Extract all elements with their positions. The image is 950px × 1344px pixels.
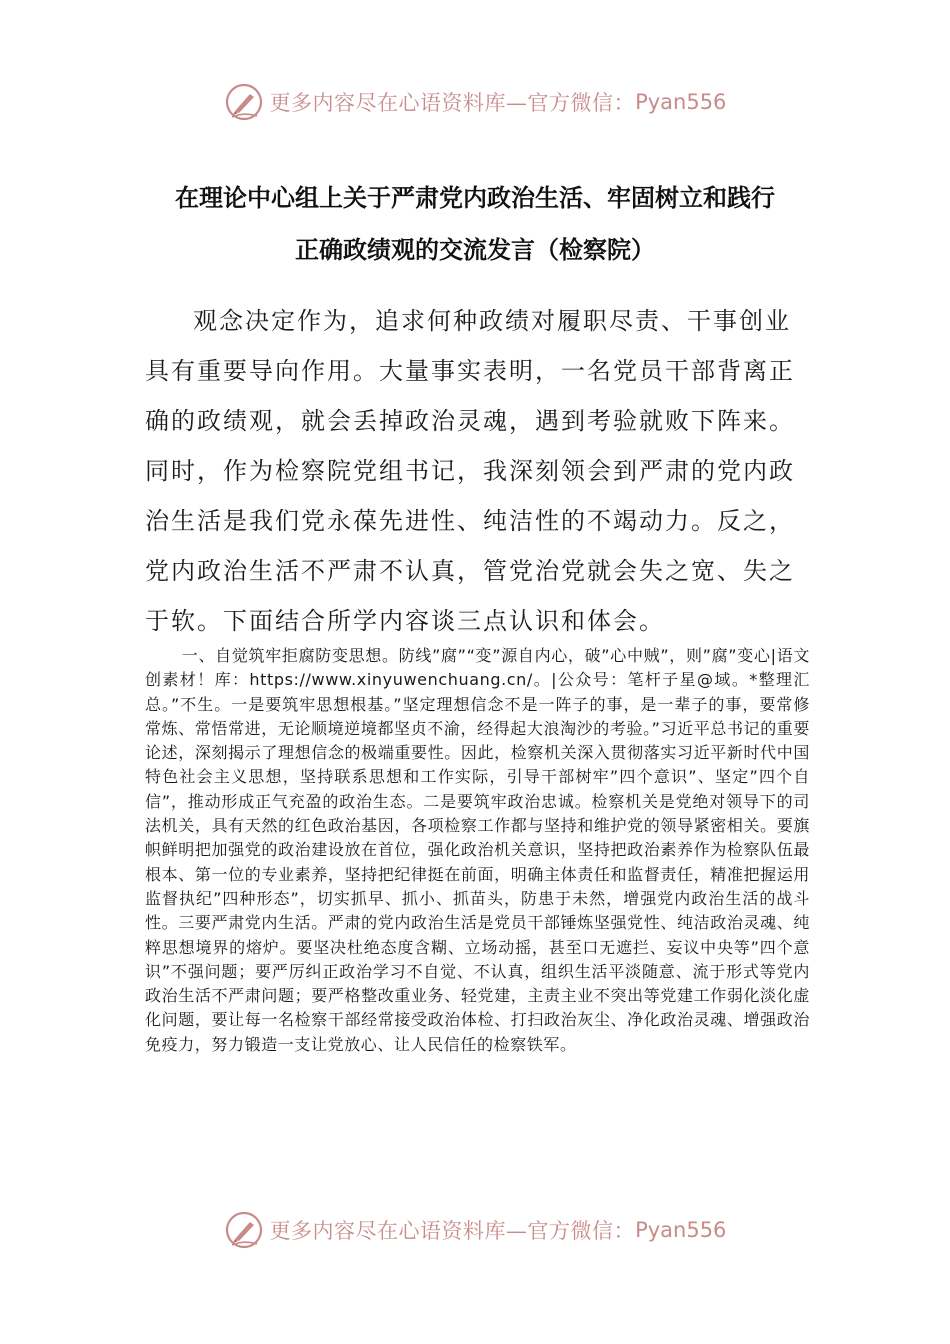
title-line-1: 在理论中心组上关于严肃党内政治生活、牢固树立和践行	[175, 184, 775, 212]
footer-banner	[0, 1208, 950, 1252]
body-paragraph: 一、自觉筑牢拒腐防变思想。防线”腐”“变”源自内心，破”心中贼”，则”腐”变心|语文创素材！库：https://www.xinyuwenchuang.cn/。|公众号：笔杆子星@域。*整理汇总。”不生。一是要筑牢思想根基。”坚定理想信念不是一阵子的事，是一辈子的事，要常修常炼、常悟常进，无论顺境逆境都坚贞不渝，经得起大浪淘沙的考验。”习近平总书记的重要论述，深刻揭示了理想信念的极端重要性。因此，检察机关深入贯彻落实习近平新时代中国特色社会主义思想，坚持联系思想和工作实际，引导干部树牢”四个意识”、坚定”四个自信”，推动形成正气充盈的政治生态。二是要筑牢政治忠诚。检察机关是党绝对领导下的司法机关，具有天然的红色政治基因，各项检察工作都与坚持和维护党的领导紧密相关。要旗帜鲜明把加强党的政治建设放在首位，强化政治机关意识，坚持把政治素养作为检察队伍最根本、第一位的专业素养，坚持把纪律挺在前面，明确主体责任和监督责任，精准把握运用监督执纪”四种形态”，切实抓早、抓小、抓苗头，防患于未然，增强党内政治生活的战斗性。三要严肃党内生活。严肃的党内政治生活是党员干部锤炼坚强党性、纯洁政治灵魂、纯粹思想境界的熔炉。要坚决杜绝态度含糊、立场动摇，甚至口无遮拦、妄议中央等”四个意识”不强问题；要严厉纠正政治学习不自觉、不认真，组织生活平淡随意、流于形式等党内政治生活不严肃问题；要严格整改重业务、轻党建，主责主业不突出等党建工作弱化淡化虚化问题，要让每一名检察干部经常接受政治体检、打扫政治灰尘、净化政治灵魂、增强政治免疫力，努力锻造一支让党放心、让人民信任的检察铁军。	[145, 646, 810, 1054]
lead-paragraph: 观念决定作为，追求何种政绩对履职尽责、干事创业具有重要导向作用。大量事实表明，一名党员干部背离正确的政绩观，就会丢掉政治灵魂，遇到考验就败下阵来。同时，作为检察院党组书记，我深刻领会到严肃的党内政治生活是我们党永葆先进性、纯洁性的不竭动力。反之，党内政治生活不严肃不认真，管党治党就会失之宽、失之于软。下面结合所学内容谈三点认识和体会。	[145, 307, 795, 635]
header-banner-handle: Pyan556	[635, 90, 727, 114]
document-title	[130, 172, 820, 276]
footer-banner-text: 更多内容尽在心语资料库—官方微信：	[269, 1219, 636, 1243]
footer-banner-handle: Pyan556	[635, 1218, 727, 1242]
pen-logo-icon	[224, 82, 264, 122]
header-banner	[0, 80, 950, 124]
pen-logo-icon	[224, 1210, 264, 1250]
title-line-2: 正确政绩观的交流发言（检察院）	[295, 236, 655, 264]
header-banner-text: 更多内容尽在心语资料库—官方微信：	[269, 91, 636, 115]
